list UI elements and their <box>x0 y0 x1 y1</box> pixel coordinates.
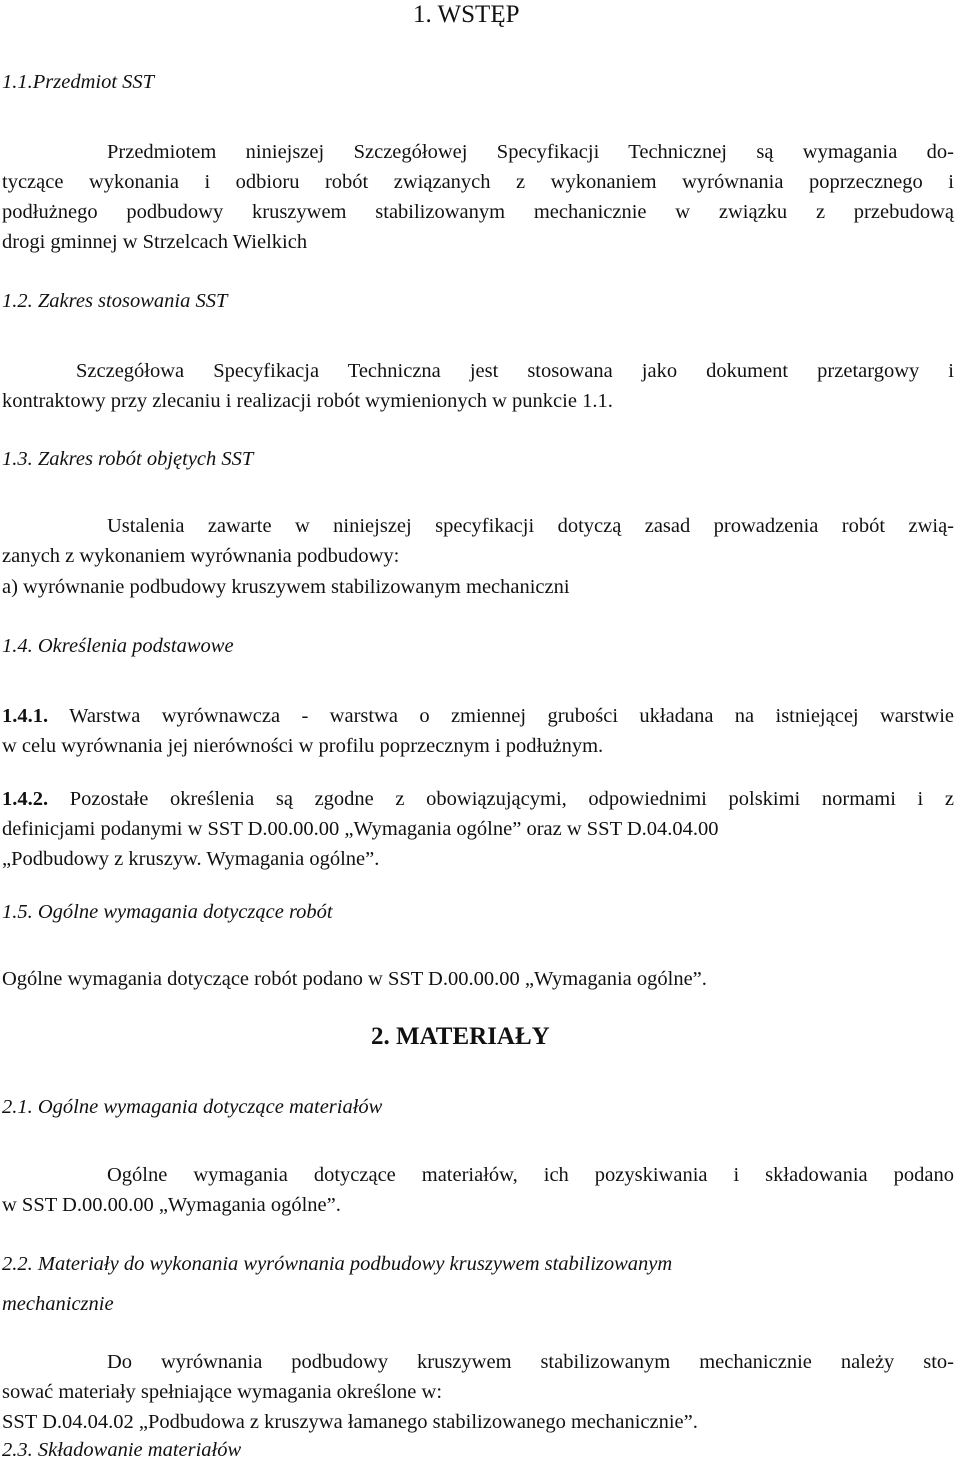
paragraph-line: Przedmiotem niniejszej Szczegółowej Specyfikacji Technicznej są wymagania do- <box>107 141 954 163</box>
paragraph-line: tyczące wykonania i odbioru robót związanych z wykonaniem wyrównania poprzecznego i <box>2 171 954 193</box>
paragraph-line: drogi gminnej w Strzelcach Wielkich <box>2 231 308 253</box>
section-2-title: 2. MATERIAŁY <box>371 1023 550 1050</box>
subsection-1-4-heading: 1.4. Określenia podstawowe <box>2 635 234 657</box>
subsection-1-2-heading: 1.2. Zakres stosowania SST <box>2 290 228 312</box>
definition-1-4-1-line <box>2 706 954 727</box>
paragraph-line: Szczegółowa Specyfikacja Techniczna jest stosowana jako dokument przetargowy i <box>76 360 954 382</box>
subsection-1-5-heading: 1.5. Ogólne wymagania dotyczące robót <box>2 901 333 923</box>
definition-1-4-2-line <box>2 789 954 810</box>
paragraph-line: kontraktowy przy zlecaniu i realizacji robót wymienionych w punkcie 1.1. <box>2 390 613 412</box>
paragraph-line: podłużnego podbudowy kruszywem stabilizowanym mechanicznie w związku z przebudową <box>2 201 954 223</box>
paragraph-line: sować materiały spełniające wymagania określone w: <box>2 1381 443 1403</box>
paragraph-line: definicjami podanymi w SST D.00.00.00 „Wymagania ogólne” oraz w SST D.04.04.00 <box>2 818 719 840</box>
definition-text: Warstwa wyrównawcza - warstwa o zmiennej grubości układana na istniejącej warstwie <box>48 705 954 727</box>
paragraph-line: Ustalenia zawarte w niniejszej specyfikacji dotyczą zasad prowadzenia robót zwią- <box>107 515 954 537</box>
subsection-1-1-heading: 1.1.Przedmiot SST <box>2 71 155 93</box>
definition-number: 1.4.2. <box>2 788 49 810</box>
paragraph-line: w SST D.00.00.00 „Wymagania ogólne”. <box>2 1194 341 1216</box>
paragraph-line: zanych z wykonaniem wyrównania podbudowy: <box>2 545 400 567</box>
subsection-2-2-heading-cont: mechanicznie <box>2 1293 114 1315</box>
paragraph-line: Do wyrównania podbudowy kruszywem stabilizowanym mechanicznie należy sto- <box>107 1351 954 1373</box>
subsection-2-2-heading: 2.2. Materiały do wykonania wyrównania podbudowy kruszywem stabilizowanym <box>2 1253 673 1275</box>
subsection-2-1-heading: 2.1. Ogólne wymagania dotyczące materiałów <box>2 1096 383 1118</box>
definition-text: Pozostałe określenia są zgodne z obowiązującymi, odpowiednimi polskimi normami i z <box>48 788 954 810</box>
subsection-1-3-heading: 1.3. Zakres robót objętych SST <box>2 448 254 470</box>
paragraph-line: Ogólne wymagania dotyczące robót podano w SST D.00.00.00 „Wymagania ogólne”. <box>2 968 707 990</box>
paragraph-line: SST D.04.04.02 „Podbudowa z kruszywa łamanego stabilizowanego mechanicznie”. <box>2 1411 698 1433</box>
subsection-2-3-heading: 2.3. Składowanie materiałów <box>2 1439 242 1461</box>
paragraph-line: Ogólne wymagania dotyczące materiałów, ich pozyskiwania i składowania podano <box>107 1164 954 1186</box>
paragraph-line: „Podbudowy z kruszyw. Wymagania ogólne”. <box>2 848 380 870</box>
paragraph-line: w celu wyrównania jej nierówności w profilu poprzecznym i podłużnym. <box>2 735 604 757</box>
section-1-title: 1. WSTĘP <box>413 1 520 28</box>
definition-number: 1.4.1. <box>2 705 49 727</box>
list-item: a) wyrównanie podbudowy kruszywem stabilizowanym mechaniczni <box>2 576 570 598</box>
